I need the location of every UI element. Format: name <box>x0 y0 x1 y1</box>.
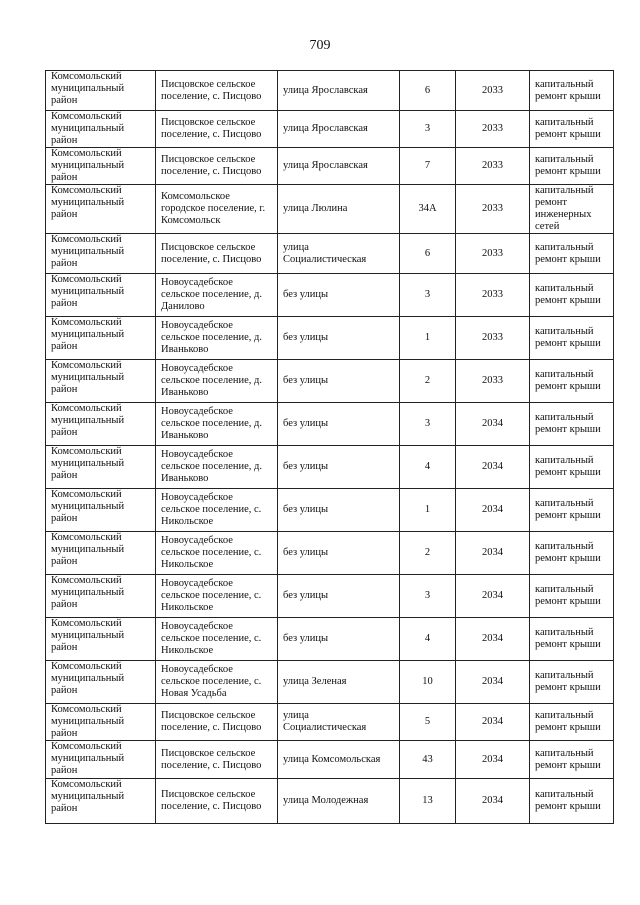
district-cell: Комсомольский муниципальный район <box>46 489 156 532</box>
district-cell: Комсомольский муниципальный район <box>46 148 156 185</box>
street-cell: улица Ярославская <box>278 111 400 148</box>
year-cell: 2034 <box>456 779 530 824</box>
house-number-cell: 3 <box>400 274 456 317</box>
settlement-cell: Писцовское сельское поселение, с. Писцово <box>156 148 278 185</box>
street-cell: улица Зеленая <box>278 661 400 704</box>
work-type-cell: капитальный ремонт крыши <box>530 779 614 824</box>
work-type-cell: капитальный ремонт крыши <box>530 403 614 446</box>
table-row <box>46 403 614 446</box>
table-row <box>46 185 614 234</box>
house-number-cell: 1 <box>400 317 456 360</box>
work-type-cell: капитальный ремонт крыши <box>530 575 614 618</box>
district-cell: Комсомольский муниципальный район <box>46 317 156 360</box>
settlement-cell: Новоусадебское сельское поселение, с. Никольское <box>156 618 278 661</box>
house-number-cell: 3 <box>400 575 456 618</box>
year-cell: 2033 <box>456 234 530 274</box>
table-row <box>46 317 614 360</box>
street-cell: без улицы <box>278 618 400 661</box>
house-number-cell: 34А <box>400 185 456 234</box>
year-cell: 2033 <box>456 274 530 317</box>
district-cell: Комсомольский муниципальный район <box>46 71 156 111</box>
settlement-cell: Новоусадебское сельское поселение, д. Данилово <box>156 274 278 317</box>
house-number-cell: 2 <box>400 360 456 403</box>
work-type-cell: капитальный ремонт крыши <box>530 317 614 360</box>
table-row <box>46 575 614 618</box>
house-number-cell: 6 <box>400 234 456 274</box>
table-row <box>46 741 614 779</box>
page-number: 709 <box>309 38 331 53</box>
work-type-cell: капитальный ремонт крыши <box>530 661 614 704</box>
street-cell: без улицы <box>278 575 400 618</box>
house-number-cell: 2 <box>400 532 456 575</box>
district-cell: Комсомольский муниципальный район <box>46 234 156 274</box>
district-cell: Комсомольский муниципальный район <box>46 779 156 824</box>
work-type-cell: капитальный ремонт инженерных сетей <box>530 185 614 234</box>
street-cell: без улицы <box>278 274 400 317</box>
year-cell: 2033 <box>456 71 530 111</box>
year-cell: 2033 <box>456 185 530 234</box>
repair-schedule-table <box>45 70 614 824</box>
street-cell: улица Ярославская <box>278 148 400 185</box>
street-cell: без улицы <box>278 532 400 575</box>
street-cell: без улицы <box>278 489 400 532</box>
house-number-cell: 7 <box>400 148 456 185</box>
house-number-cell: 1 <box>400 489 456 532</box>
settlement-cell: Новоусадебское сельское поселение, д. Иваньково <box>156 403 278 446</box>
district-cell: Комсомольский муниципальный район <box>46 618 156 661</box>
street-cell: улица Молодежная <box>278 779 400 824</box>
work-type-cell: капитальный ремонт крыши <box>530 274 614 317</box>
district-cell: Комсомольский муниципальный район <box>46 403 156 446</box>
year-cell: 2034 <box>456 704 530 741</box>
street-cell: без улицы <box>278 446 400 489</box>
district-cell: Комсомольский муниципальный район <box>46 185 156 234</box>
district-cell: Комсомольский муниципальный район <box>46 111 156 148</box>
year-cell: 2033 <box>456 148 530 185</box>
house-number-cell: 13 <box>400 779 456 824</box>
table-row <box>46 446 614 489</box>
year-cell: 2034 <box>456 403 530 446</box>
house-number-cell: 5 <box>400 704 456 741</box>
work-type-cell: капитальный ремонт крыши <box>530 360 614 403</box>
table-row <box>46 618 614 661</box>
district-cell: Комсомольский муниципальный район <box>46 704 156 741</box>
year-cell: 2033 <box>456 317 530 360</box>
settlement-cell: Писцовское сельское поселение, с. Писцово <box>156 71 278 111</box>
house-number-cell: 4 <box>400 618 456 661</box>
settlement-cell: Новоусадебское сельское поселение, с. Никольское <box>156 575 278 618</box>
street-cell: улица Социалистическая <box>278 704 400 741</box>
street-cell: без улицы <box>278 360 400 403</box>
settlement-cell: Писцовское сельское поселение, с. Писцово <box>156 234 278 274</box>
settlement-cell: Новоусадебское сельское поселение, д. Иваньково <box>156 446 278 489</box>
district-cell: Комсомольский муниципальный район <box>46 532 156 575</box>
table-row <box>46 71 614 111</box>
table-row <box>46 661 614 704</box>
district-cell: Комсомольский муниципальный район <box>46 575 156 618</box>
street-cell: улица Ярославская <box>278 71 400 111</box>
table-row <box>46 234 614 274</box>
street-cell: без улицы <box>278 317 400 360</box>
work-type-cell: капитальный ремонт крыши <box>530 741 614 779</box>
settlement-cell: Писцовское сельское поселение, с. Писцово <box>156 704 278 741</box>
settlement-cell: Писцовское сельское поселение, с. Писцово <box>156 111 278 148</box>
settlement-cell: Новоусадебское сельское поселение, д. Иваньково <box>156 360 278 403</box>
table-row <box>46 148 614 185</box>
work-type-cell: капитальный ремонт крыши <box>530 489 614 532</box>
table-row <box>46 704 614 741</box>
work-type-cell: капитальный ремонт крыши <box>530 234 614 274</box>
year-cell: 2034 <box>456 575 530 618</box>
year-cell: 2034 <box>456 618 530 661</box>
year-cell: 2033 <box>456 360 530 403</box>
house-number-cell: 3 <box>400 111 456 148</box>
house-number-cell: 3 <box>400 403 456 446</box>
district-cell: Комсомольский муниципальный район <box>46 661 156 704</box>
street-cell: без улицы <box>278 403 400 446</box>
year-cell: 2033 <box>456 111 530 148</box>
year-cell: 2034 <box>456 532 530 575</box>
street-cell: улица Социалистическая <box>278 234 400 274</box>
year-cell: 2034 <box>456 489 530 532</box>
street-cell: улица Комсомольская <box>278 741 400 779</box>
house-number-cell: 4 <box>400 446 456 489</box>
work-type-cell: капитальный ремонт крыши <box>530 704 614 741</box>
house-number-cell: 10 <box>400 661 456 704</box>
table-row <box>46 489 614 532</box>
work-type-cell: капитальный ремонт крыши <box>530 71 614 111</box>
house-number-cell: 6 <box>400 71 456 111</box>
settlement-cell: Писцовское сельское поселение, с. Писцово <box>156 779 278 824</box>
district-cell: Комсомольский муниципальный район <box>46 360 156 403</box>
work-type-cell: капитальный ремонт крыши <box>530 111 614 148</box>
work-type-cell: капитальный ремонт крыши <box>530 532 614 575</box>
table-row <box>46 274 614 317</box>
settlement-cell: Новоусадебское сельское поселение, с. Никольское <box>156 532 278 575</box>
table-row <box>46 360 614 403</box>
settlement-cell: Новоусадебское сельское поселение, с. Никольское <box>156 489 278 532</box>
year-cell: 2034 <box>456 446 530 489</box>
settlement-cell: Новоусадебское сельское поселение, д. Иваньково <box>156 317 278 360</box>
house-number-cell: 43 <box>400 741 456 779</box>
district-cell: Комсомольский муниципальный район <box>46 446 156 489</box>
district-cell: Комсомольский муниципальный район <box>46 741 156 779</box>
district-cell: Комсомольский муниципальный район <box>46 274 156 317</box>
year-cell: 2034 <box>456 741 530 779</box>
street-cell: улица Люлина <box>278 185 400 234</box>
year-cell: 2034 <box>456 661 530 704</box>
table-row <box>46 779 614 824</box>
work-type-cell: капитальный ремонт крыши <box>530 148 614 185</box>
settlement-cell: Комсомольское городское поселение, г. Комсомольск <box>156 185 278 234</box>
work-type-cell: капитальный ремонт крыши <box>530 618 614 661</box>
table-row <box>46 111 614 148</box>
settlement-cell: Писцовское сельское поселение, с. Писцово <box>156 741 278 779</box>
settlement-cell: Новоусадебское сельское поселение, с. Новая Усадьба <box>156 661 278 704</box>
table-row <box>46 532 614 575</box>
work-type-cell: капитальный ремонт крыши <box>530 446 614 489</box>
